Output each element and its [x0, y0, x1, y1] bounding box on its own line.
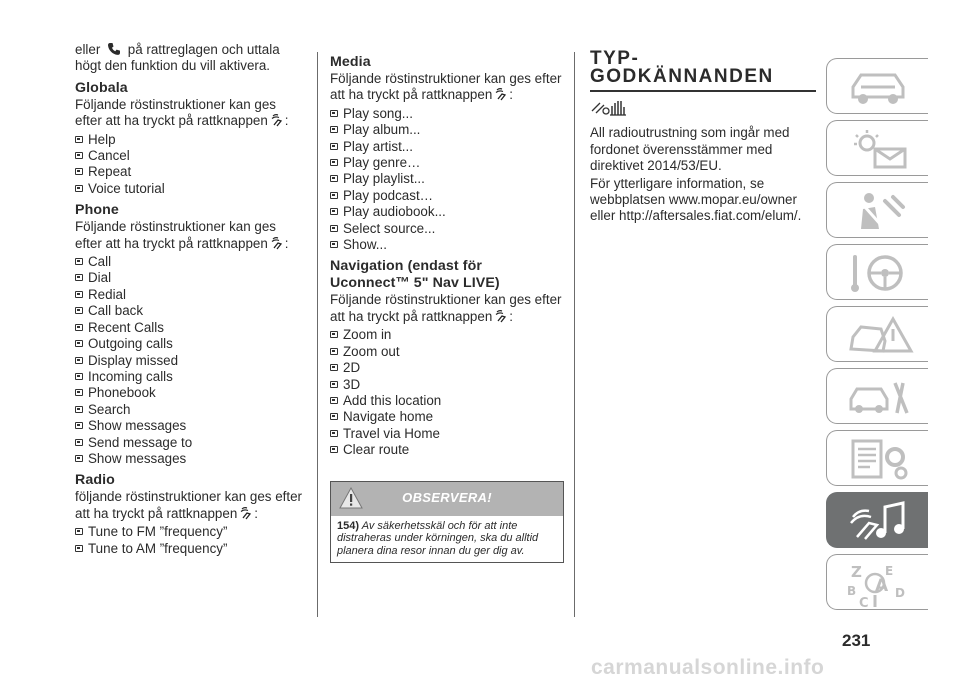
warning-lights-icon — [845, 127, 915, 171]
page-number: 231 — [842, 631, 871, 650]
list-item: Show... — [330, 237, 562, 253]
list-item: Add this location — [330, 393, 562, 409]
bullet-icon — [75, 455, 83, 462]
multimedia-music-icon — [845, 499, 915, 543]
chapter-tabs — [826, 58, 928, 616]
tab-starting-driving[interactable] — [826, 244, 928, 300]
heading-navigation: Navigation (endast för Uconnect™ 5" Nav LIVE) — [330, 258, 500, 292]
media-text: Följande röstinstruktioner kan ges efter att ha tryckt på rattknappen : — [330, 71, 562, 103]
list-item: Select source... — [330, 221, 562, 237]
bullet-icon — [330, 208, 338, 215]
list-item: Travel via Home — [330, 426, 562, 442]
warning-note — [330, 481, 564, 564]
list-item: Incoming calls — [75, 369, 303, 385]
bullet-icon — [330, 397, 338, 404]
bullet-icon — [75, 389, 83, 396]
list-item: Play song... — [330, 106, 562, 122]
list-item: Play album... — [330, 122, 562, 138]
phone-text: Följande röstinstruktioner kan ges efter att ha tryckt på rattknappen : — [75, 219, 289, 251]
bullet-icon — [75, 168, 83, 175]
title-rule — [590, 90, 816, 92]
voice-button-icon — [270, 236, 283, 250]
voice-button-icon — [239, 506, 252, 520]
heading-phone: Phone — [75, 202, 119, 219]
list-item: Play podcast… — [330, 188, 562, 204]
bullet-icon — [75, 136, 83, 143]
list-item: Play genre… — [330, 155, 562, 171]
heading-globala: Globala — [75, 79, 128, 96]
section-title: TYP- GODKÄNNANDEN — [590, 48, 774, 87]
tab-emergency[interactable] — [826, 306, 928, 362]
list-item: Call — [75, 254, 303, 270]
voice-button-icon — [270, 113, 283, 127]
note-text: Av säkerhetsskäl och för att inte distraheras under körningen, ska du alltid planera dina resor innan du ger dig av. — [337, 519, 539, 557]
bullet-icon — [75, 357, 83, 364]
column-1 — [75, 42, 303, 557]
column-divider-2 — [574, 52, 575, 617]
intro-paragraph: eller på rattreglagen och uttala högt den funktion du vill aktivera. — [75, 42, 280, 74]
bullet-icon — [330, 331, 338, 338]
tab-lights-messages[interactable] — [826, 120, 928, 176]
bullet-icon — [75, 406, 83, 413]
media-list — [330, 106, 562, 254]
bullet-icon — [330, 175, 338, 182]
heading-media: Media — [330, 54, 371, 70]
bullet-icon — [330, 143, 338, 150]
list-item: Repeat — [75, 164, 303, 180]
bullet-icon — [75, 545, 83, 552]
tab-vehicle[interactable] — [826, 58, 928, 114]
list-item: 2D — [330, 360, 562, 376]
approval-paragraph-2: För ytterligare information, se webbplatsen www.mopar.eu/owner eller http://aftersales.fiat.com/elum/. — [590, 175, 802, 224]
bullet-icon — [330, 364, 338, 371]
bullet-icon — [330, 126, 338, 133]
bullet-icon — [75, 291, 83, 298]
bullet-icon — [75, 258, 83, 265]
list-item: Help — [75, 132, 303, 148]
tab-index[interactable] — [826, 554, 928, 610]
warning-note-body — [331, 516, 563, 563]
alphabetical-index-icon — [845, 561, 915, 609]
phone-icon — [107, 42, 121, 56]
column-divider-1 — [317, 52, 318, 617]
steering-wheel-icon — [845, 251, 915, 295]
bullet-icon — [75, 340, 83, 347]
list-item: Zoom out — [330, 344, 562, 360]
list-item: Tune to FM ”frequency” — [75, 524, 303, 540]
bullet-icon — [330, 192, 338, 199]
svg-text:E: E — [885, 564, 894, 578]
note-number: 154) — [337, 519, 360, 532]
globala-list — [75, 132, 303, 198]
list-item: Clear route — [330, 442, 562, 458]
globala-text: Följande röstinstruktioner kan ges efter att ha tryckt på rattknappen : — [75, 96, 289, 129]
list-item: Tune to AM ”frequency” — [75, 541, 303, 557]
list-item: Show messages — [75, 418, 303, 434]
bullet-icon — [75, 185, 83, 192]
bullet-icon — [330, 348, 338, 355]
list-item: Show messages — [75, 451, 303, 467]
approval-paragraph-1: All radioutrustning som ingår med fordonet överensstämmer med direktivet 2014/53/EU. — [590, 125, 790, 174]
seat-belt-icon — [845, 189, 915, 233]
list-item: Call back — [75, 303, 303, 319]
tab-technical-data[interactable] — [826, 430, 928, 486]
list-item: Phonebook — [75, 385, 303, 401]
bullet-icon — [75, 422, 83, 429]
bullet-icon — [330, 413, 338, 420]
list-item: Redial — [75, 287, 303, 303]
tab-safety[interactable] — [826, 182, 928, 238]
list-item: Cancel — [75, 148, 303, 164]
voice-button-icon — [494, 87, 507, 101]
heading-radio: Radio — [75, 472, 115, 489]
list-item: Search — [75, 402, 303, 418]
car-icon — [845, 65, 915, 109]
list-item: Play playlist... — [330, 171, 562, 187]
svg-text:C: C — [859, 596, 869, 609]
svg-text:Z: Z — [851, 563, 862, 581]
bullet-icon — [330, 110, 338, 117]
list-item: 3D — [330, 377, 562, 393]
bullet-icon — [75, 528, 83, 535]
list-item: Play artist... — [330, 139, 562, 155]
bullet-icon — [75, 274, 83, 281]
column-2 — [330, 42, 562, 563]
emergency-icon — [845, 313, 915, 357]
phone-list — [75, 254, 303, 467]
voice-button-icon — [494, 309, 507, 323]
list-item: Recent Calls — [75, 320, 303, 336]
list-item: Send message to — [75, 435, 303, 451]
list-item: Zoom in — [330, 327, 562, 343]
warning-note-header — [331, 482, 563, 516]
bullet-icon — [75, 152, 83, 159]
bullet-icon — [330, 225, 338, 232]
list-item: Dial — [75, 270, 303, 286]
warning-note-title: OBSERVERA! — [402, 489, 492, 505]
radio-text: följande röstinstruktioner kan ges efter att ha tryckt på rattknappen : — [75, 489, 303, 521]
bullet-icon — [75, 373, 83, 380]
bullet-icon — [330, 159, 338, 166]
radio-approval-icon — [590, 97, 634, 119]
tab-maintenance[interactable] — [826, 368, 928, 424]
column-3 — [590, 42, 820, 225]
tab-multimedia[interactable] — [826, 492, 928, 548]
svg-text:A: A — [875, 576, 889, 596]
bullet-icon — [75, 307, 83, 314]
list-item: Navigate home — [330, 409, 562, 425]
bullet-icon — [330, 430, 338, 437]
list-item: Play audiobook... — [330, 204, 562, 220]
bullet-icon — [75, 439, 83, 446]
list-item: Outgoing calls — [75, 336, 303, 352]
list-item: Display missed — [75, 353, 303, 369]
technical-data-icon — [845, 437, 915, 481]
list-item: Voice tutorial — [75, 181, 303, 197]
navigation-list — [330, 327, 562, 458]
navigation-text: Följande röstinstruktioner kan ges efter att ha tryckt på rattknappen : — [330, 292, 562, 324]
svg-text:D: D — [895, 586, 905, 600]
bullet-icon — [75, 324, 83, 331]
bullet-icon — [330, 241, 338, 248]
wrench-car-icon — [845, 375, 915, 419]
bullet-icon — [330, 446, 338, 453]
svg-text:B: B — [847, 584, 857, 598]
bullet-icon — [330, 381, 338, 388]
watermark: carmanualsonline.info — [591, 656, 825, 679]
radio-list — [75, 524, 303, 557]
